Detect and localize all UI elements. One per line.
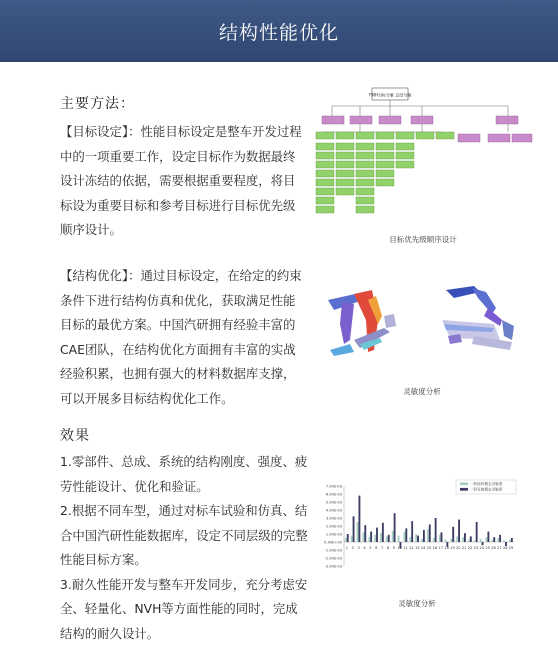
x-tick-label: 19: [450, 546, 455, 550]
y-tick-label: 3.00E-03: [326, 517, 342, 521]
effects-item-2: 2.根据不同车型，通过对标车试验和仿真、结合中国汽研性能数据库，设定不同层级的完整性能目标方案。: [60, 499, 310, 573]
x-tick-label: 28: [503, 546, 508, 550]
methods-title: 主要方法：: [60, 92, 135, 117]
x-tick-label: 17: [438, 546, 443, 550]
tree-root-label: YWH目标分解 总结分解: [368, 92, 412, 98]
bar-series-2-22: [470, 536, 472, 542]
y-tick-label: 5.00E-03: [326, 501, 342, 505]
bar-series-2-21: [464, 533, 466, 542]
bar-series-2-17: [441, 532, 443, 542]
bar-series-1-23: [474, 540, 476, 542]
bar-series-1-1: [345, 538, 347, 542]
y-tick-label: 0.00E+00: [324, 541, 343, 545]
x-tick-label: 11: [403, 546, 408, 550]
bar-series-1-8: [386, 536, 388, 542]
bar-series-2-29: [511, 538, 513, 542]
bar-series-1-20: [456, 536, 458, 542]
legend-label: 一阶弯曲模态灵敏度: [470, 487, 503, 492]
bar-series-1-21: [462, 537, 464, 542]
bar-series-1-4: [362, 532, 364, 542]
bar-series-2-4: [364, 525, 366, 542]
bar-series-2-13: [417, 536, 419, 542]
bar-series-2-27: [499, 535, 501, 542]
bar-series-2-23: [476, 522, 478, 542]
x-tick-label: 14: [421, 546, 426, 550]
bar-series-1-27: [497, 538, 499, 542]
x-tick-label: 25: [485, 546, 490, 550]
x-tick-label: 29: [509, 546, 514, 550]
y-tick-label: -3.00E-03: [325, 565, 342, 569]
bar-series-1-25: [486, 537, 488, 542]
target-setting-paragraph: 【目标设定】：性能目标设定是整车开发过程中的一项重要工作，设定目标作为数据最终设计冻结的依据，需要根据重要程度，将目标设为重要目标和参考目标进行目标优先级顺序设计。: [60, 120, 306, 243]
x-tick-label: 27: [497, 546, 502, 550]
target-tree-caption: 目标优先级顺序设计: [312, 234, 534, 245]
bar-series-1-11: [404, 532, 406, 542]
bar-series-1-9: [392, 531, 394, 542]
sensitivity-model-figure: [324, 280, 520, 400]
effects-item-1: 1.零部件、总成、系统的结构刚度、强度、疲劳性能设计、优化和验证。: [60, 450, 310, 499]
bar-series-1-14: [421, 539, 423, 542]
x-tick-label: 15: [427, 546, 432, 550]
structure-optimization-paragraph: 【结构优化】：通过目标设定，在给定的约束条件下进行结构仿真和优化，获取满足性能目标的最优方案。中国汽研拥有经验丰富的CAE团队，在结构优化方面拥有丰富的实战经验积累，也拥有强大的材料数据库支撑，可以开展多目标结构优化工作。: [60, 264, 304, 411]
bar-series-1-28: [503, 540, 505, 542]
x-tick-label: 21: [462, 546, 467, 550]
bar-series-2-9: [394, 513, 396, 542]
effects-item-3: 3.耐久性能开发与整车开发同步，充分考虑安全、轻量化、NVH等方面性能的同时，完成结构的耐久设计。: [60, 573, 310, 646]
sensitivity-bar-chart: [312, 478, 522, 594]
bar-series-2-6: [376, 528, 378, 542]
x-tick-label: 3: [358, 546, 360, 550]
bar-series-2-25: [487, 532, 489, 542]
bar-series-1-22: [468, 540, 470, 542]
bar-series-2-24: [482, 542, 484, 545]
sensitivity-chart-caption: 灵敏度分析: [312, 598, 522, 609]
bar-series-2-26: [493, 537, 495, 542]
bar-series-1-10: [398, 536, 400, 542]
page-header: [0, 0, 558, 62]
sensitivity-model-caption: 灵敏度分析: [324, 386, 520, 397]
bar-series-1-24: [480, 539, 482, 542]
x-tick-label: 26: [491, 546, 496, 550]
bar-series-1-29: [509, 540, 511, 542]
effects-title: 效果: [60, 424, 90, 449]
bar-series-2-16: [435, 518, 437, 542]
bar-series-2-1: [347, 534, 349, 542]
x-tick-label: 5: [369, 546, 371, 550]
y-tick-label: -1.00E-03: [325, 549, 342, 553]
legend-label: 一阶扭转模态灵敏度: [470, 481, 503, 486]
bar-series-2-15: [429, 524, 431, 542]
y-tick-label: 4.00E-03: [326, 509, 342, 513]
x-tick-label: 20: [456, 546, 461, 550]
bar-series-2-14: [423, 530, 425, 542]
bar-series-1-12: [409, 537, 411, 542]
x-tick-label: 6: [375, 546, 378, 550]
bar-series-2-12: [411, 521, 413, 542]
bar-series-1-6: [374, 535, 376, 542]
x-tick-label: 23: [474, 546, 479, 550]
bar-series-2-3: [358, 496, 360, 542]
bar-series-1-15: [427, 529, 429, 542]
y-tick-label: -2.00E-03: [325, 557, 342, 561]
bar-series-1-17: [439, 535, 441, 542]
bar-series-1-26: [491, 540, 493, 542]
y-tick-label: 1.00E-03: [326, 533, 342, 537]
y-tick-label: 7.00E-03: [326, 485, 342, 489]
x-tick-label: 12: [409, 546, 414, 550]
target-tree-figure: [312, 86, 534, 246]
bar-series-1-18: [445, 540, 447, 542]
bar-series-2-11: [405, 528, 407, 542]
page-title: 结构性能优化: [219, 18, 339, 45]
x-tick-label: 10: [397, 546, 402, 550]
bar-series-2-7: [382, 523, 384, 542]
bar-series-1-13: [415, 534, 417, 542]
bar-series-1-5: [368, 537, 370, 542]
legend-swatch: [460, 482, 468, 485]
y-tick-label: 2.00E-03: [326, 525, 342, 529]
bar-series-2-8: [388, 535, 390, 542]
bar-series-1-7: [380, 533, 382, 542]
x-tick-label: 7: [381, 546, 383, 550]
x-tick-label: 24: [479, 546, 484, 550]
sensitivity-model-image: [324, 280, 520, 380]
effects-list: [60, 450, 310, 646]
x-tick-label: 8: [387, 546, 390, 550]
bar-series-2-2: [353, 516, 355, 542]
bar-series-1-16: [433, 538, 435, 542]
sensitivity-chart-figure: [312, 478, 522, 610]
x-tick-label: 2: [352, 546, 354, 550]
x-tick-label: 1: [346, 546, 348, 550]
x-tick-label: 4: [363, 546, 366, 550]
y-tick-label: 6.00E-03: [326, 493, 342, 497]
legend-swatch: [460, 488, 468, 491]
bar-series-2-19: [452, 527, 454, 542]
bar-series-2-20: [458, 520, 460, 542]
bar-series-1-2: [351, 536, 353, 542]
x-tick-label: 9: [393, 546, 396, 550]
x-tick-label: 22: [468, 546, 473, 550]
x-tick-label: 18: [444, 546, 449, 550]
x-tick-label: 16: [433, 546, 438, 550]
bar-series-1-19: [450, 539, 452, 542]
bar-series-1-3: [357, 522, 359, 542]
bar-series-2-5: [370, 532, 372, 542]
x-tick-label: 13: [415, 546, 420, 550]
target-tree-diagram: [312, 86, 534, 226]
